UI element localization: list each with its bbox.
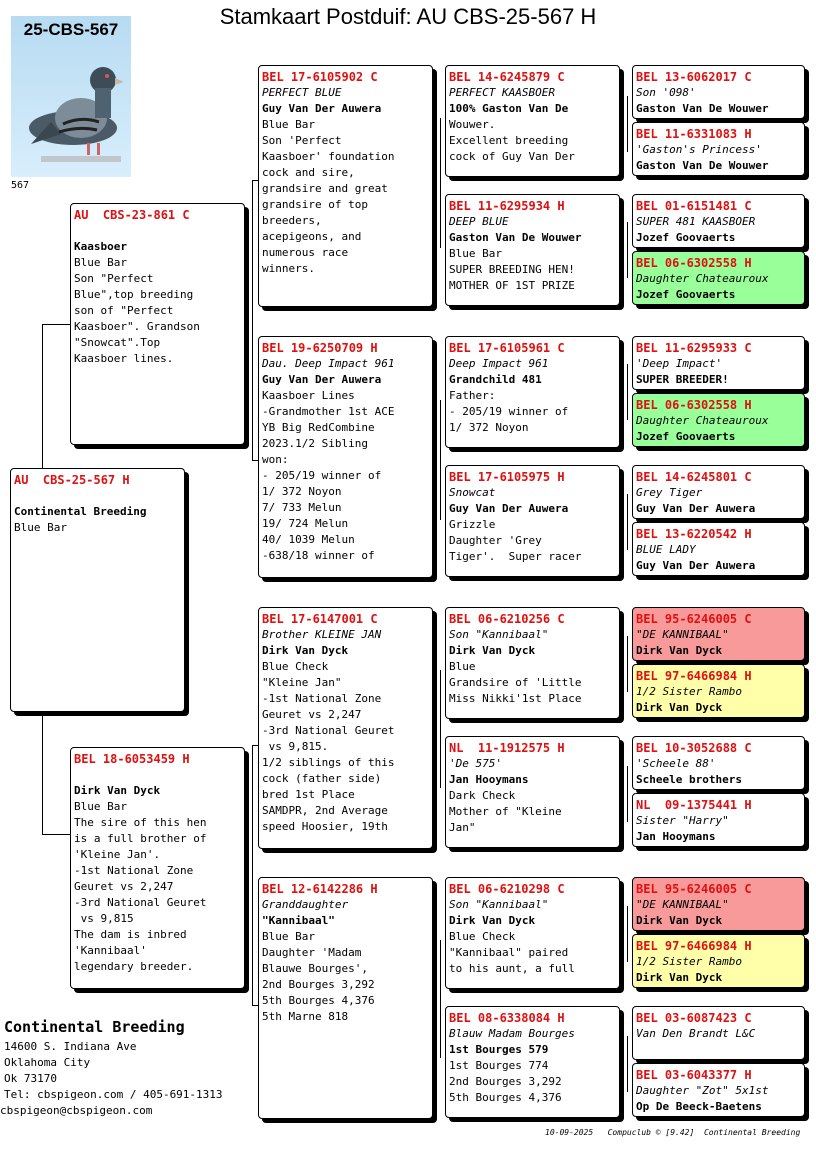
card-text-line: Kaasboer' foundation — [262, 150, 395, 163]
card-text-line: legendary breeder. — [74, 960, 194, 973]
card-text-line: 100% Gaston Van De — [449, 102, 569, 115]
card-text-line: Blue Bar — [262, 930, 315, 943]
connector — [252, 180, 253, 460]
card-text-line — [74, 223, 241, 239]
ring-number: BEL 06-6302558 H — [636, 256, 752, 270]
card-text-line: Dau. Deep Impact 961 — [262, 357, 395, 370]
card-text-line: Blue Bar — [74, 256, 127, 269]
card-text-line: Jozef Goovaerts — [636, 430, 736, 443]
ring-number: AU CBS-25-567 H — [14, 473, 130, 487]
card-text-line: Son "Kannibaal" — [449, 628, 549, 641]
card-text-line: The dam is inbred — [74, 928, 187, 941]
pedigree-card-ggp[interactable] — [445, 465, 620, 577]
card-text-line: is a full brother of — [74, 832, 207, 845]
card-text-line: Guy Van Der Auwera — [449, 502, 569, 515]
card-text-line: Blue",top breeding — [74, 288, 194, 301]
page-title: Stamkaart Postduif: AU CBS-25-567 H — [219, 4, 597, 29]
pedigree-card-g5[interactable] — [632, 65, 805, 119]
pedigree-card-sire-sire[interactable] — [258, 65, 433, 307]
pedigree-card-sire[interactable] — [70, 203, 245, 445]
card-text-line: "Kannibaal" — [262, 914, 335, 927]
card-text-line: Grey Tiger — [636, 486, 703, 499]
connector — [627, 906, 628, 962]
card-text-line: 'Kleine Jan'. — [74, 848, 161, 861]
ring-number: AU CBS-23-861 C — [74, 208, 190, 222]
ring-number: BEL 11-6331083 H — [636, 127, 752, 141]
ring-number: BEL 11-6295934 H — [449, 199, 565, 213]
card-text-line: Daughter 'Madam — [262, 946, 362, 959]
card-text-line: -3rd National Geuret — [74, 896, 207, 909]
card-text-line: 5th Marne 818 — [262, 1010, 349, 1023]
card-text-line: Dirk Van Dyck — [636, 644, 723, 657]
card-text-line: Geuret vs 2,247 — [262, 708, 362, 721]
ring-number: BEL 17-6105961 C — [449, 341, 565, 355]
pedigree-card-g5[interactable] — [632, 736, 805, 790]
card-text-line: Guy Van Der Auwera — [636, 559, 756, 572]
connector — [252, 745, 253, 1005]
pedigree-card-g5[interactable] — [632, 194, 805, 248]
card-text-line: Son 'Perfect — [262, 134, 342, 147]
card-text-line: Grandsire of 'Little — [449, 676, 582, 689]
pedigree-card-g5[interactable] — [632, 465, 805, 519]
card-text-line: 1/2 Sister Rambo — [636, 685, 742, 698]
pedigree-card-dam-sire[interactable] — [258, 607, 433, 849]
ring-number: BEL 12-6142286 H — [262, 882, 378, 896]
card-text-line: Son '098' — [636, 86, 696, 99]
card-text-line: -1st National Zone — [74, 864, 194, 877]
card-text-line: vs 9,815. — [262, 740, 329, 753]
card-text-line: Daughter 'Grey — [449, 534, 542, 547]
card-text-line: Jan Hooymans — [636, 830, 716, 843]
ring-number: BEL 06-6210298 C — [449, 882, 565, 896]
owner-state-zip: Ok 73170 — [4, 1072, 57, 1085]
ring-number: BEL 97-6466984 H — [636, 939, 752, 953]
card-text-line: Excellent breeding — [449, 134, 569, 147]
owner-tel: Tel: cbspigeon.com / 405-691-1313 — [4, 1088, 223, 1101]
card-text-line: Gaston Van De Wouwer — [636, 102, 769, 115]
card-text-line: SUPER BREEDER! — [636, 373, 729, 386]
card-text-line: cock (father side) — [262, 772, 382, 785]
pedigree-card-g5[interactable] — [632, 336, 805, 390]
card-text-line: numerous race — [262, 246, 349, 259]
ring-number: BEL 19-6250709 H — [262, 341, 378, 355]
footer-text: 10-09-2025 Compuclub © [9.42] Continental Breeding — [545, 1128, 801, 1137]
card-text-line: Jozef Goovaerts — [636, 231, 736, 244]
card-text-line: Wouwer. — [449, 118, 496, 131]
card-text-line — [14, 488, 181, 504]
card-text-line: bred 1st Place — [262, 788, 355, 801]
card-text-line: Dirk Van Dyck — [74, 784, 161, 797]
ring-number: NL 09-1375441 H — [636, 798, 752, 812]
card-text-line: Grandchild 481 — [449, 373, 542, 386]
ring-number: BEL 01-6151481 C — [636, 199, 752, 213]
card-text-line: Kaasboer lines. — [74, 352, 174, 365]
card-text-line: 'Deep Impact' — [636, 357, 723, 370]
card-text-line: Jan Hooymans — [449, 773, 529, 786]
pedigree-card-g5[interactable] — [632, 522, 805, 576]
ring-number: BEL 03-6043377 H — [636, 1068, 752, 1082]
card-text-line: son of "Perfect — [74, 304, 174, 317]
card-text-line: Dark Check — [449, 789, 516, 802]
card-text-line: Daughter Chateauroux — [636, 414, 769, 427]
connector — [440, 670, 441, 788]
card-text-line: 1st Bourges 579 — [449, 1043, 549, 1056]
card-text-line: "DE KANNIBAAL" — [636, 898, 729, 911]
ring-number: BEL 13-6062017 C — [636, 70, 752, 84]
card-text-line: Blauw Madam Bourges — [449, 1027, 575, 1040]
card-text-line: -3rd National Geuret — [262, 724, 395, 737]
pedigree-card-ggp[interactable] — [445, 736, 620, 848]
card-text-line: 1/2 Sister Rambo — [636, 955, 742, 968]
card-text-line: Blue Check — [449, 930, 516, 943]
card-text-line: to his aunt, a full — [449, 962, 575, 975]
card-text-line: Dirk Van Dyck — [449, 914, 536, 927]
card-text-line: 1/ 372 Noyon — [262, 485, 342, 498]
pedigree-card-ggp[interactable] — [445, 877, 620, 989]
card-text-line: SAMDPR, 2nd Average — [262, 804, 388, 817]
connector — [627, 222, 628, 278]
card-text-line: Grizzle — [449, 518, 496, 531]
card-text-line: Guy Van Der Auwera — [262, 373, 382, 386]
card-text-line: 5th Bourges 4,376 — [449, 1091, 562, 1104]
connector — [627, 766, 628, 822]
ring-number: BEL 10-3052688 C — [636, 741, 752, 755]
card-text-line: BLUE LADY — [636, 543, 696, 556]
card-text-line: Kaasboer Lines — [262, 389, 355, 402]
card-text-line: Dirk Van Dyck — [636, 914, 723, 927]
card-text-line: -Grandmother 1st ACE — [262, 405, 395, 418]
connector — [627, 96, 628, 152]
pedigree-card-g5[interactable] — [632, 1006, 805, 1060]
card-text-line: MOTHER OF 1ST PRIZE — [449, 279, 575, 292]
card-text-line: - 205/19 winner of — [449, 405, 569, 418]
pedigree-card-subject[interactable] — [10, 468, 185, 712]
connector — [627, 1036, 628, 1092]
card-text-line: "Kannibaal" paired — [449, 946, 569, 959]
card-text-line: 2023.1/2 Sibling — [262, 437, 368, 450]
card-text-line: The sire of this hen — [74, 816, 207, 829]
card-text-line: Kaasboer". Grandson — [74, 320, 200, 333]
ring-number: BEL 97-6466984 H — [636, 669, 752, 683]
pedigree-card-dam-dam[interactable] — [258, 877, 433, 1119]
connector — [627, 364, 628, 420]
card-text-line: Blauwe Bourges', — [262, 962, 368, 975]
card-text-line: speed Hoosier, 19th — [262, 820, 388, 833]
card-text-line: Scheele brothers — [636, 773, 742, 786]
card-text-line — [74, 767, 241, 783]
owner-block — [0, 1018, 223, 1119]
card-text-line: Tiger'. Super racer — [449, 550, 582, 563]
connector — [42, 712, 43, 834]
owner-city: Oklahoma City — [4, 1056, 91, 1069]
card-text-line: Dirk Van Dyck — [636, 701, 723, 714]
card-text-line: Dirk Van Dyck — [262, 644, 349, 657]
ring-number: BEL 14-6245879 C — [449, 70, 565, 84]
card-text-line: Son "Perfect — [74, 272, 154, 285]
photo-ring-label: 25-CBS-567 — [23, 20, 119, 39]
ring-number: BEL 95-6246005 C — [636, 882, 752, 896]
owner-email: cbspigeon@cbspigeon.com — [0, 1104, 153, 1117]
connector — [440, 940, 441, 1058]
card-text-line: 2nd Bourges 3,292 — [262, 978, 375, 991]
connector — [42, 324, 70, 325]
pedigree-card-g5[interactable] — [632, 122, 805, 176]
pedigree-card-ggp[interactable] — [445, 607, 620, 719]
card-text-line: 'Gaston's Princess' — [636, 143, 762, 156]
pedigree-card-sire-dam[interactable] — [258, 336, 433, 578]
card-text-line: vs 9,815 — [74, 912, 134, 925]
card-text-line: 1/2 siblings of this — [262, 756, 395, 769]
card-text-line: Blue — [449, 660, 476, 673]
card-text-line: SUPER BREEDING HEN! — [449, 263, 575, 276]
card-text-line: Miss Nikki'1st Place — [449, 692, 582, 705]
pedigree-card-g5[interactable] — [632, 793, 805, 847]
connector — [42, 324, 43, 468]
card-text-line: grandsire of top — [262, 198, 368, 211]
card-text-line: Gaston Van De Wouwer — [636, 159, 769, 172]
connector — [440, 118, 441, 248]
card-text-line: SUPER 481 KAASBOER — [636, 215, 756, 228]
card-text-line: Blue Check — [262, 660, 329, 673]
card-text-line: 'Kannibaal' — [74, 944, 147, 957]
card-text-line: "Kleine Jan" — [262, 676, 342, 689]
card-text-line: grandsire and great — [262, 182, 388, 195]
pedigree-card-g5[interactable] — [632, 607, 805, 661]
pedigree-card-g5[interactable] — [632, 1063, 805, 1117]
pigeon-image — [11, 16, 131, 177]
card-text-line: Deep Impact 961 — [449, 357, 549, 370]
card-text-line: acepigeons, and — [262, 230, 362, 243]
ring-number: BEL 14-6245801 C — [636, 470, 752, 484]
pedigree-card-ggp[interactable] — [445, 194, 620, 306]
card-text-line: DEEP BLUE — [449, 215, 509, 228]
connector — [627, 636, 628, 692]
card-text-line: Daughter "Zot" 5x1st — [636, 1084, 769, 1097]
card-text-line: Kaasboer — [74, 240, 127, 253]
card-text-line: Van Den Brandt L&C — [636, 1027, 756, 1040]
card-text-line: Mother of "Kleine — [449, 805, 562, 818]
card-text-line: Brother KLEINE JAN — [262, 628, 382, 641]
card-text-line: Daughter Chateauroux — [636, 272, 769, 285]
card-text-line: 40/ 1039 Melun — [262, 533, 355, 546]
ring-number: BEL 11-6295933 C — [636, 341, 752, 355]
connector — [627, 494, 628, 550]
card-text-line: Guy Van Der Auwera — [262, 102, 382, 115]
card-text-line: PERFECT KAASBOER — [449, 86, 555, 99]
card-text-line: Dirk Van Dyck — [449, 644, 536, 657]
card-text-line: winners. — [262, 262, 315, 275]
ring-number: BEL 06-6210256 C — [449, 612, 565, 626]
card-text-line: 'De 575' — [449, 757, 502, 770]
pedigree-card-ggp[interactable] — [445, 336, 620, 448]
card-text-line: -638/18 winner of — [262, 549, 375, 562]
ring-number: BEL 18-6053459 H — [74, 752, 190, 766]
pedigree-card-g5[interactable] — [632, 664, 805, 718]
connector — [440, 400, 441, 520]
card-text-line: Blue Bar — [74, 800, 127, 813]
card-text-line: Blue Bar — [14, 521, 67, 534]
pedigree-card-g5[interactable] — [632, 934, 805, 988]
card-text-line: Op De Beeck-Baetens — [636, 1100, 762, 1113]
connector — [42, 834, 70, 835]
card-text-line: Father: — [449, 389, 496, 402]
ring-number: BEL 95-6246005 C — [636, 612, 752, 626]
ring-number: BEL 17-6147001 C — [262, 612, 378, 626]
card-text-line: 'Scheele 88' — [636, 757, 716, 770]
card-text-line: 7/ 733 Melun — [262, 501, 342, 514]
card-text-line: Blue Bar — [262, 118, 315, 131]
owner-address: 14600 S. Indiana Ave — [4, 1040, 137, 1053]
card-text-line: won: — [262, 453, 289, 466]
ring-number: NL 11-1912575 H — [449, 741, 565, 755]
card-text-line: Granddaughter — [262, 898, 349, 911]
card-text-line: Sister "Harry" — [636, 814, 729, 827]
card-text-line: "DE KANNIBAAL" — [636, 628, 729, 641]
photo-caption: 567 — [11, 180, 30, 191]
card-text-line: Jan" — [449, 821, 476, 834]
card-text-line: cock and sire, — [262, 166, 355, 179]
card-text-line: breeders, — [262, 214, 322, 227]
card-text-line: Guy Van Der Auwera — [636, 502, 756, 515]
card-text-line: 1/ 372 Noyon — [449, 421, 529, 434]
card-text-line: Gaston Van De Wouwer — [449, 231, 582, 244]
card-text-line: 5th Bourges 4,376 — [262, 994, 375, 1007]
card-text-line: Son "Kannibaal" — [449, 898, 549, 911]
card-text-line: Dirk Van Dyck — [636, 971, 723, 984]
card-text-line: 19/ 724 Melun — [262, 517, 349, 530]
card-text-line: Snowcat — [449, 486, 496, 499]
pedigree-card-dam[interactable] — [70, 747, 245, 989]
owner-name: Continental Breeding — [4, 1018, 185, 1036]
card-text-line: -1st National Zone — [262, 692, 382, 705]
card-text-line: 2nd Bourges 3,292 — [449, 1075, 562, 1088]
card-text-line: 1st Bourges 774 — [449, 1059, 549, 1072]
card-text-line: Jozef Goovaerts — [636, 288, 736, 301]
card-text-line: - 205/19 winner of — [262, 469, 382, 482]
card-text-line: cock of Guy Van Der — [449, 150, 575, 163]
card-text-line: YB Big RedCombine — [262, 421, 375, 434]
ring-number: BEL 06-6302558 H — [636, 398, 752, 412]
pedigree-card-g5[interactable] — [632, 251, 805, 305]
ring-number: BEL 03-6087423 C — [636, 1011, 752, 1025]
card-text-line: Blue Bar — [449, 247, 502, 260]
card-text-line: "Snowcat".Top — [74, 336, 161, 349]
ring-number: BEL 17-6105902 C — [262, 70, 378, 84]
ring-number: BEL 13-6220542 H — [636, 527, 752, 541]
card-text-line: Continental Breeding — [14, 505, 147, 518]
card-text-line: PERFECT BLUE — [262, 86, 342, 99]
pigeon-photo — [11, 16, 131, 177]
card-text-line: Geuret vs 2,247 — [74, 880, 174, 893]
ring-number: BEL 08-6338084 H — [449, 1011, 565, 1025]
pedigree-card-g5[interactable] — [632, 877, 805, 931]
ring-number: BEL 17-6105975 H — [449, 470, 565, 484]
pedigree-card-ggp[interactable] — [445, 1006, 620, 1118]
pedigree-card-ggp[interactable] — [445, 65, 620, 177]
pedigree-card-g5[interactable] — [632, 393, 805, 447]
